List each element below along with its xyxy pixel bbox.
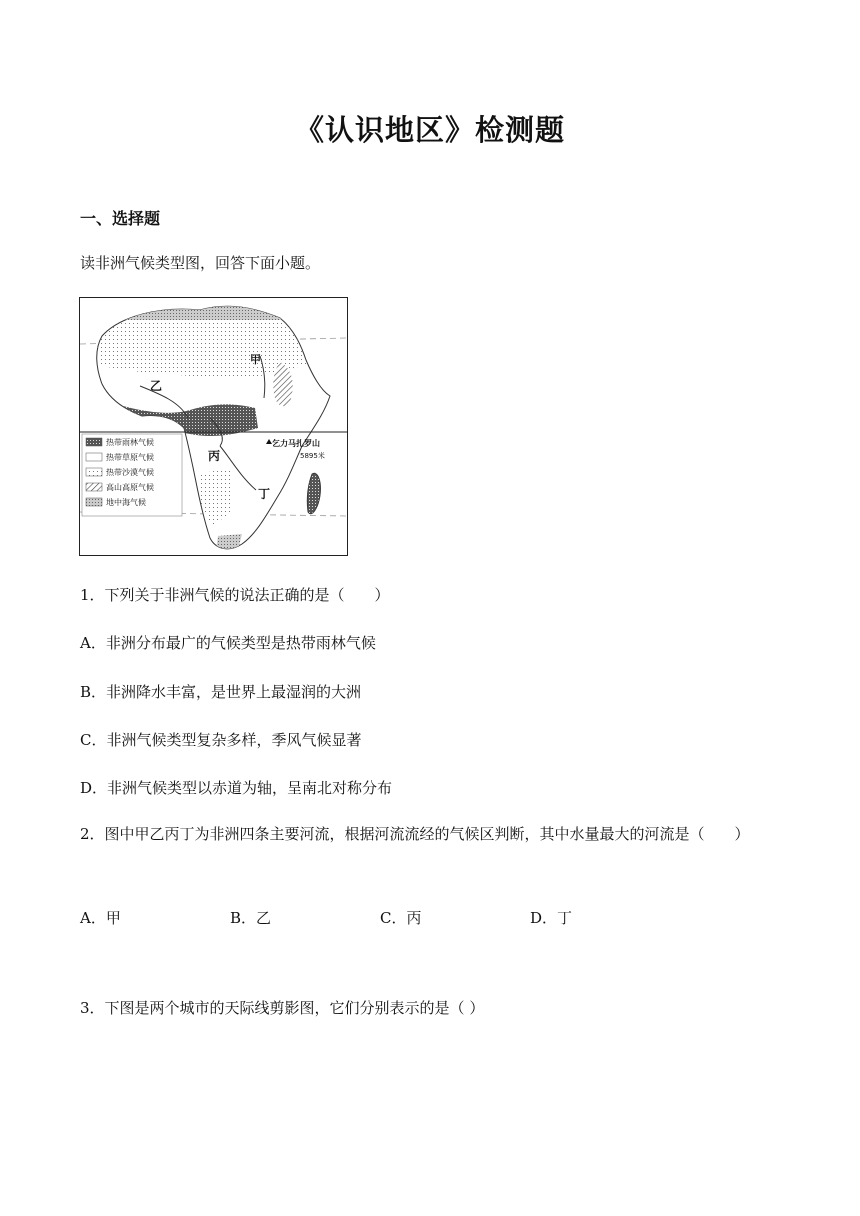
- map-legend: [82, 434, 182, 516]
- intro-text: 读非洲气候类型图，回答下面小题。: [80, 254, 321, 272]
- question-stem: 2．图中甲乙丙丁为非洲四条主要河流，根据河流流经的气候区判断，其中水量最大的河流是（ ）: [80, 825, 750, 843]
- legend-label: 地中海气候: [106, 498, 146, 507]
- legend-swatch-dots: [86, 468, 102, 476]
- mountain-height: 5895米: [300, 452, 325, 460]
- legend-label: 热带沙漠气候: [106, 468, 154, 477]
- legend-swatch-blank: [86, 453, 102, 461]
- question-option[interactable]: D．非洲气候类型以赤道为轴，呈南北对称分布: [80, 779, 393, 797]
- question-option[interactable]: B．非洲降水丰富，是世界上最湿润的大洲: [80, 683, 362, 701]
- madagascar-outline: [307, 473, 320, 514]
- legend-label: 高山高原气候: [106, 483, 154, 492]
- label-jia: 甲: [250, 353, 261, 366]
- legend-swatch-dense: [86, 438, 102, 446]
- label-yi: 乙: [150, 379, 163, 393]
- question-option[interactable]: A．甲: [80, 909, 121, 927]
- legend-label: 热带草原气候: [106, 453, 154, 462]
- question-option[interactable]: C．非洲气候类型复杂多样，季风气候显著: [80, 731, 362, 749]
- question-option[interactable]: D．丁: [530, 909, 573, 927]
- question-stem: 1．下列关于非洲气候的说法正确的是（ ）: [80, 586, 390, 604]
- question-option[interactable]: C．丙: [380, 909, 422, 927]
- question-option[interactable]: A．非洲分布最广的气候类型是热带雨林气候: [80, 634, 376, 652]
- page-title: 《认识地区》检测题: [294, 113, 565, 147]
- question-option[interactable]: B．乙: [230, 909, 272, 927]
- legend-label: 热带雨林气候: [106, 438, 154, 447]
- legend-swatch-stipple: [86, 498, 102, 506]
- label-bing: 丙: [208, 449, 221, 463]
- africa-climate-map: [79, 297, 348, 556]
- question-stem: 3．下图是两个城市的天际线剪影图，它们分别表示的是（ ）: [80, 999, 485, 1017]
- legend-swatch-hatch: [86, 483, 102, 491]
- label-ding: 丁: [258, 487, 271, 501]
- section-heading: 一、选择题: [80, 209, 161, 228]
- mountain-name: 乞力马扎罗山: [272, 439, 320, 448]
